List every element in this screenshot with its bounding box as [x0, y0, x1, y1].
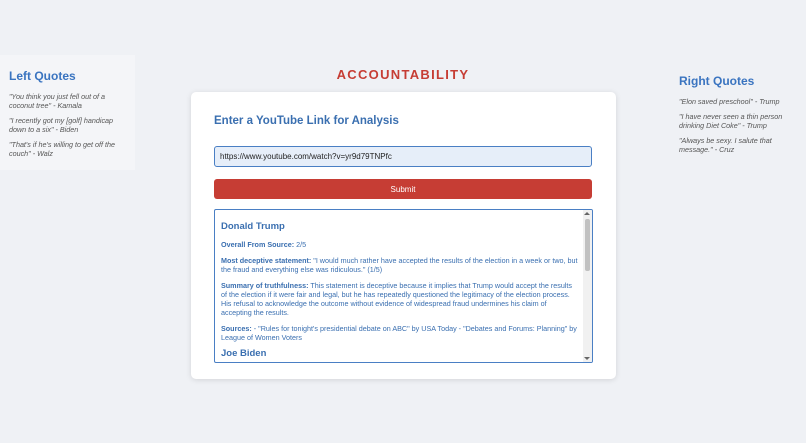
scroll-down-icon[interactable]: [584, 357, 590, 360]
right-quote-item: "Elon saved preschool" - Trump: [679, 97, 780, 106]
deceptive-statement: [221, 256, 578, 274]
overall-value: 2/5: [296, 240, 307, 249]
deceptive-label: Most deceptive statement:: [221, 256, 312, 265]
right-quote-item: "Always be sexy. I salute that message." - Cruz: [679, 136, 772, 154]
left-quotes-title: Left Quotes: [9, 69, 76, 83]
youtube-url-input[interactable]: [214, 146, 592, 167]
analysis-card: [191, 92, 616, 379]
left-quote-item: "You think you just fell out of a coconut tree" - Kamala: [9, 92, 106, 110]
sources: [221, 324, 578, 342]
left-quote-item: "I recently got my [golf] handicap down to a six" - Biden: [9, 116, 114, 134]
left-quote-item: "That's if he's willing to get off the couch" - Walz: [9, 140, 115, 158]
results-content: [221, 222, 578, 363]
right-quotes-title: Right Quotes: [679, 74, 755, 88]
sources-value: - "Rules for tonight's presidential debate on ABC" by USA Today - "Debates and Forums: Planning" by League of Women Voters: [221, 324, 577, 342]
overall-score: [221, 240, 578, 249]
form-heading: Enter a YouTube Link for Analysis: [214, 115, 399, 127]
results-panel[interactable]: [214, 209, 593, 363]
person-name: Joe Biden: [221, 348, 267, 359]
submit-button[interactable]: Submit: [214, 179, 592, 199]
summary-value: This statement is deceptive because it implies that Trump would accept the results of the election if it were fair and legal, but he has repeatedly questioned the legitimacy of the election process. His refusal to acknowledge the outcome without evidence of widespread fraud undermines his claim of accepting the results.: [221, 281, 573, 317]
scroll-up-icon[interactable]: [584, 212, 590, 215]
person-name: Donald Trump: [221, 221, 285, 232]
app-title: ACCOUNTABILITY: [336, 67, 470, 82]
results-scrollbar[interactable]: [583, 210, 592, 362]
right-quotes-panel: [671, 60, 796, 165]
truthfulness-summary: [221, 281, 578, 317]
right-quote-item: "I have never seen a thin person drinking Diet Coke" - Trump: [679, 112, 783, 130]
scroll-thumb[interactable]: [585, 219, 590, 271]
overall-label: Overall From Source:: [221, 240, 295, 249]
deceptive-value: "I would much rather have accepted the results of the election in a week or two, but the fraud and everything else was ridiculous." (1/5): [221, 256, 578, 274]
summary-label: Summary of truthfulness:: [221, 281, 309, 290]
sources-label: Sources:: [221, 324, 252, 333]
